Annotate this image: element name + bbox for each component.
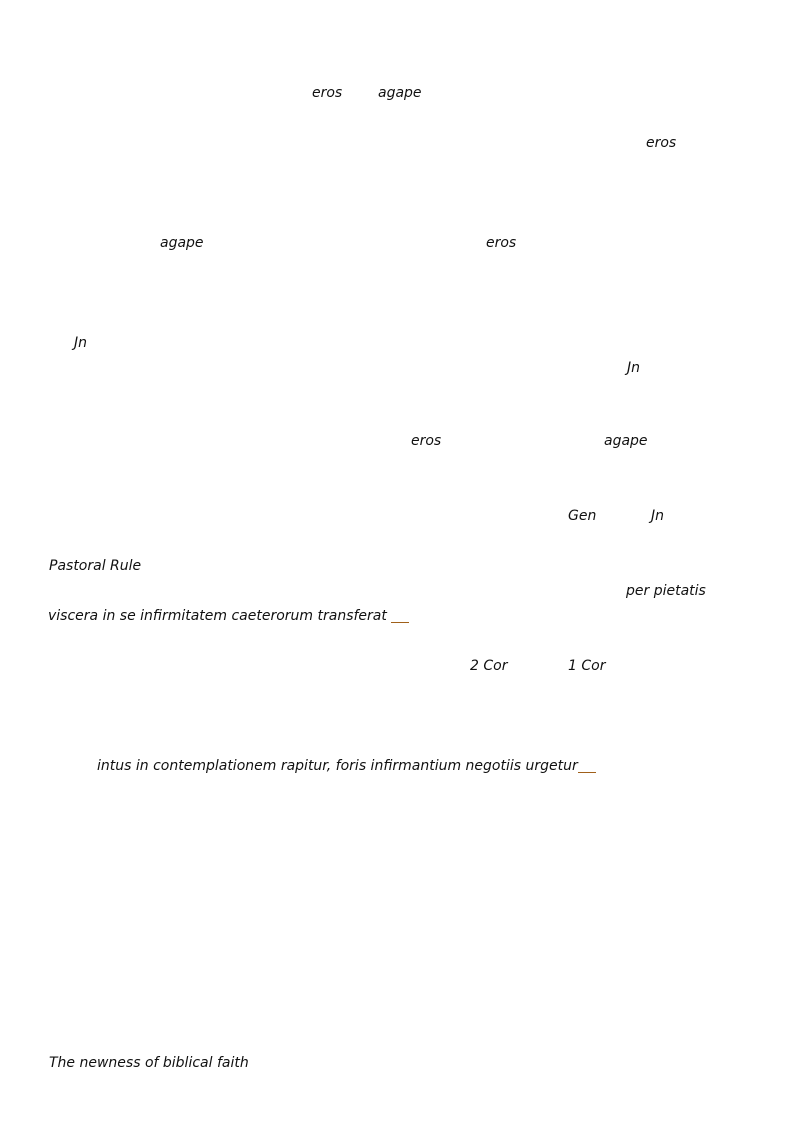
term-agape: agape [378,85,422,101]
latin-quote-start: per pietatis [626,583,706,599]
section-heading: The newness of biblical faith [49,1055,249,1071]
term-eros: eros [411,433,442,449]
citation-1-cor: 1 Cor [568,658,606,674]
citation-jn: Jn [651,508,665,524]
term-eros: eros [486,235,517,251]
citation-jn: Jn [74,335,88,351]
citation-2-cor: 2 Cor [470,658,508,674]
latin-quote-end: viscera in se infirmitatem caeterorum transferat [48,608,387,624]
citation-gen: Gen [568,508,597,524]
term-agape: agape [160,235,204,251]
footnote-link-underline[interactable] [391,622,409,623]
citation-jn: Jn [627,360,641,376]
term-eros: eros [312,85,343,101]
term-eros: eros [646,135,677,151]
term-agape: agape [604,433,648,449]
footnote-link-underline[interactable] [578,772,596,773]
work-title-pastoral-rule: Pastoral Rule [49,558,142,574]
latin-quote: intus in contemplationem rapitur, foris infirmantium negotiis urgetur [97,758,578,774]
